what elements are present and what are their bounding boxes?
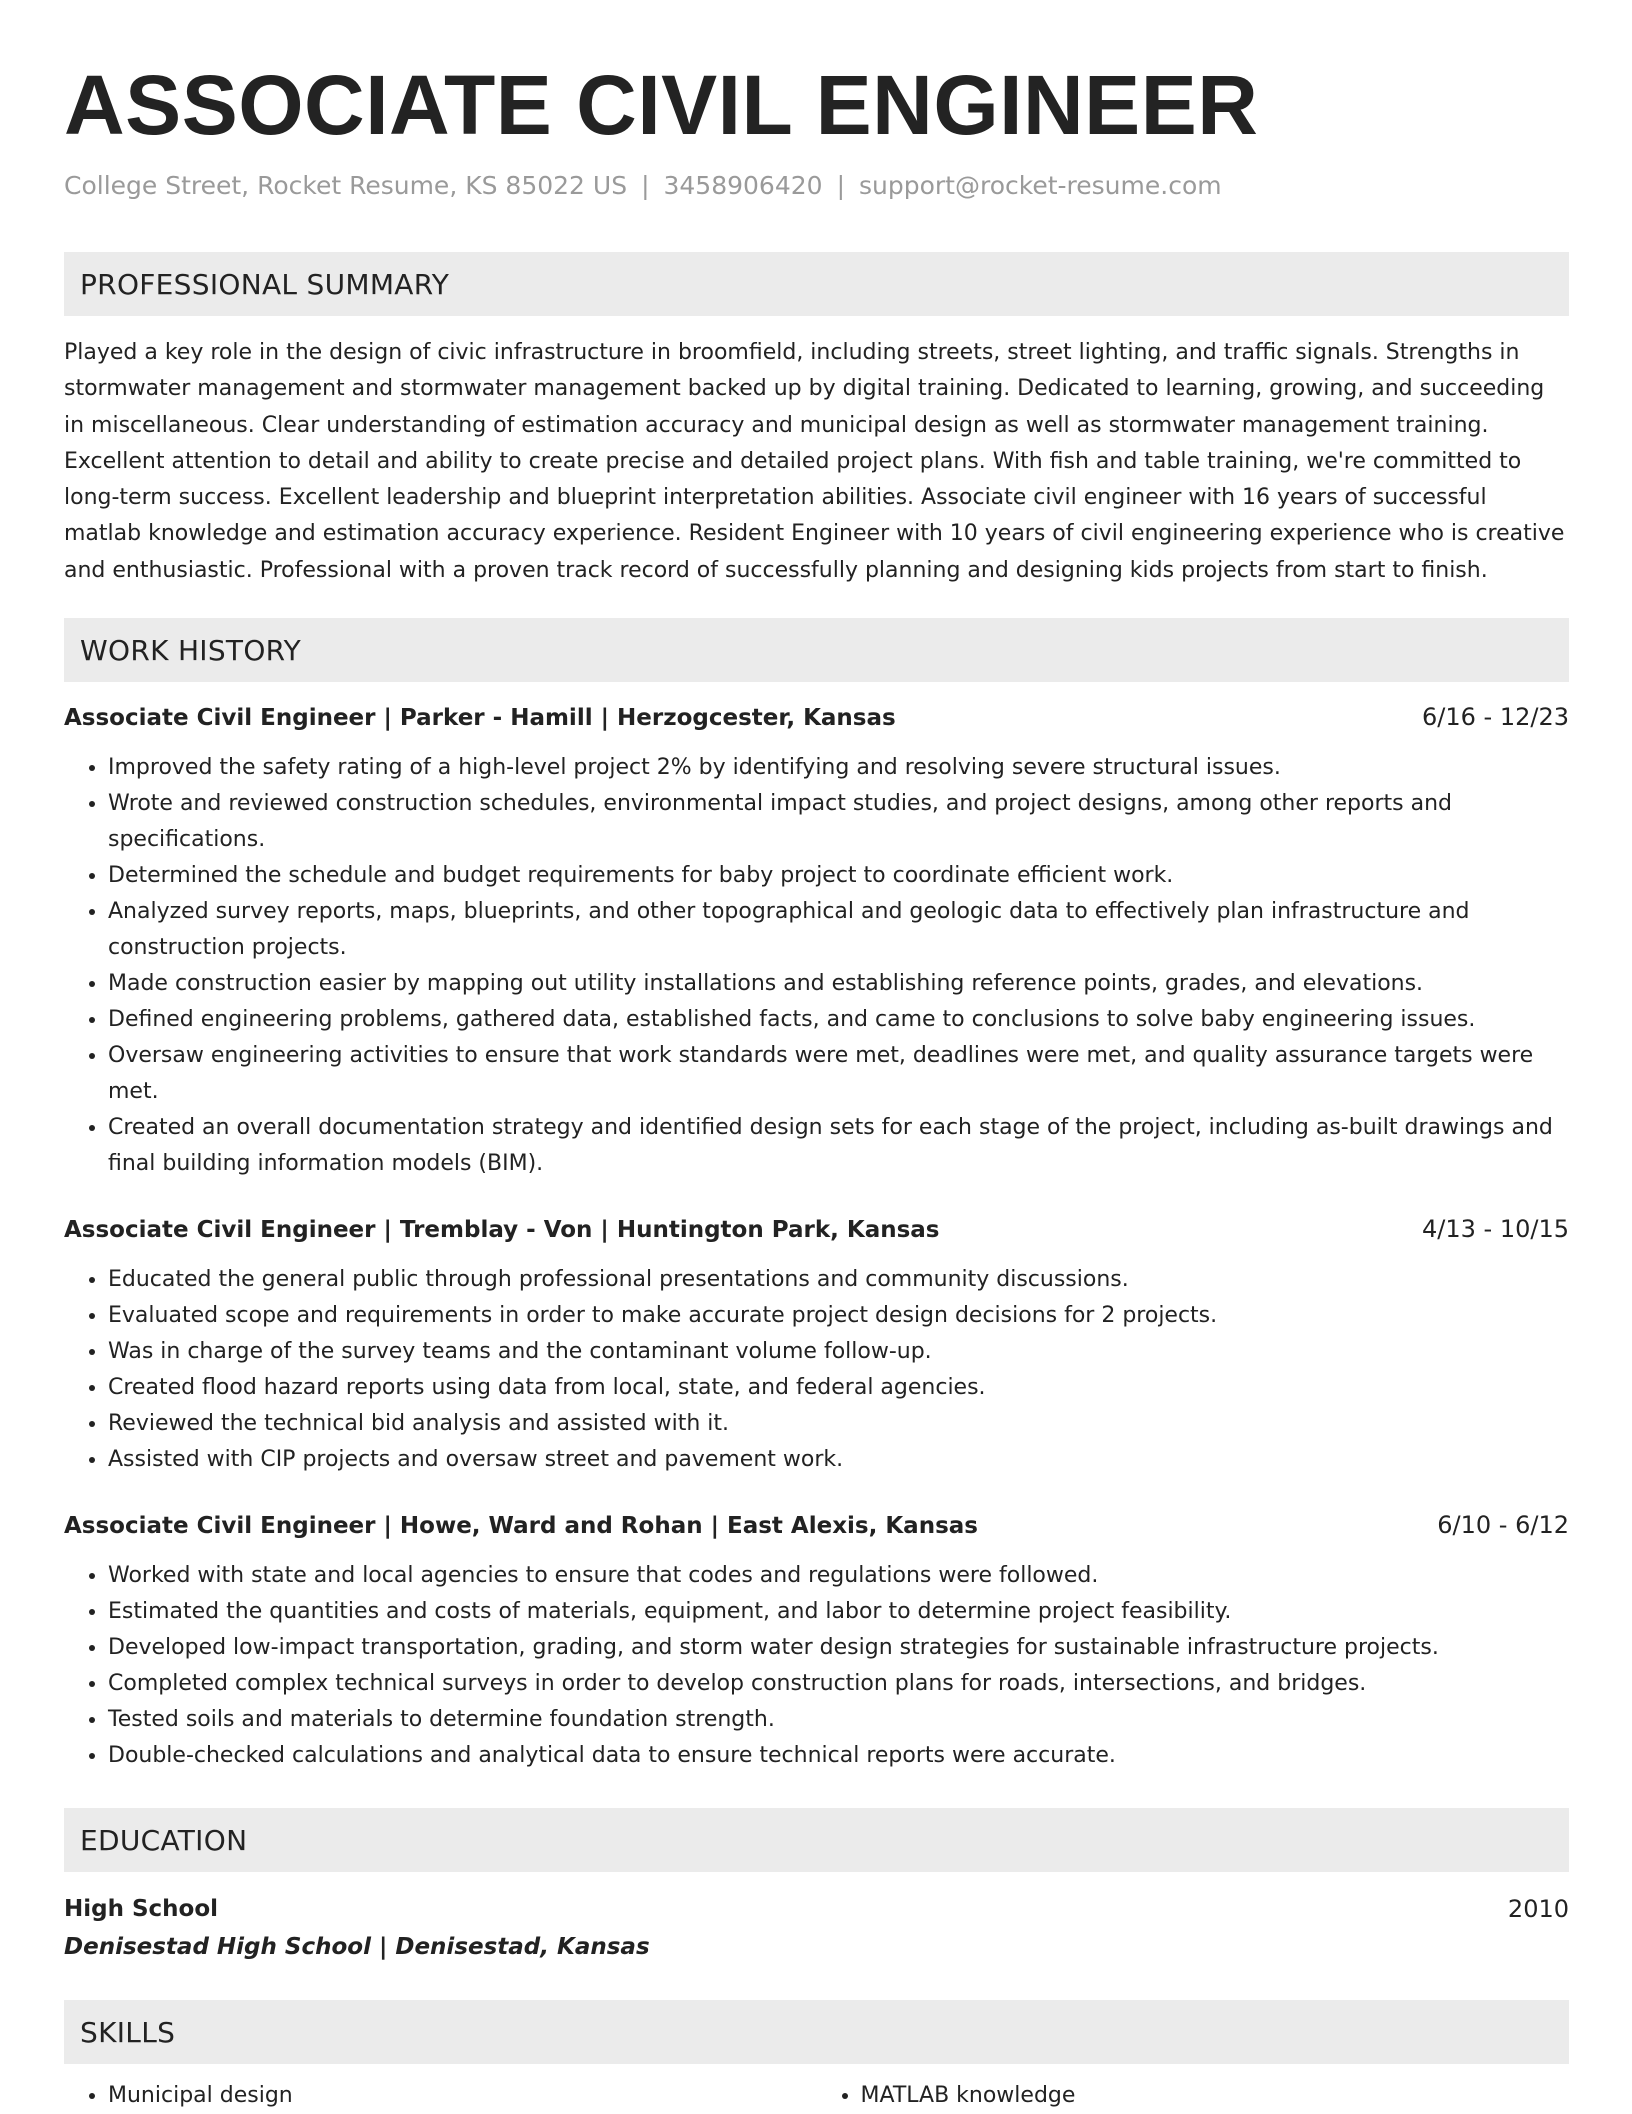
work-history-heading: WORK HISTORY <box>80 633 302 667</box>
resume-name: ASSOCIATE CIVIL ENGINEER <box>64 58 1259 152</box>
job-bullet: • Was in charge of the survey teams and the contaminant volume follow-up. <box>108 1334 1569 1370</box>
job-bullet: • Created flood hazard reports using data from local, state, and federal agencies. <box>108 1370 1569 1406</box>
job-bullet: • Worked with state and local agencies to ensure that codes and regulations were followed. <box>108 1558 1569 1594</box>
contact-separator: | <box>641 171 650 200</box>
job-bullet: • Assisted with CIP projects and oversaw street and pavement work. <box>108 1442 1569 1478</box>
job-header <box>64 1214 1569 1245</box>
job-bullet: • Improved the safety rating of a high-level project 2% by identifying and resolving severe structural issues. <box>108 750 1569 786</box>
skills-section-header <box>64 2000 1569 2064</box>
education-heading: EDUCATION <box>80 1823 248 1857</box>
job-entry <box>64 1214 1569 1478</box>
job-title: Associate Civil Engineer | Tremblay - Von | Huntington Park, Kansas <box>64 1217 940 1244</box>
job-dates: 6/16 - 12/23 <box>1422 703 1569 732</box>
contact-address: College Street, Rocket Resume, KS 85022 US <box>64 171 628 200</box>
skills-heading: SKILLS <box>80 2015 176 2049</box>
job-bullet: • Double-checked calculations and analytical data to ensure technical reports were accurate. <box>108 1738 1569 1774</box>
job-bullet: • Wrote and reviewed construction schedules, environmental impact studies, and project designs, among other reports and specifications. <box>108 786 1569 858</box>
job-bullet: • Completed complex technical surveys in order to develop construction plans for roads, intersections, and bridges. <box>108 1666 1569 1702</box>
job-bullet: • Estimated the quantities and costs of materials, equipment, and labor to determine project feasibility. <box>108 1594 1569 1630</box>
contact-separator: | <box>836 171 845 200</box>
work-history-section-header <box>64 618 1569 682</box>
summary-text: Played a key role in the design of civic infrastructure in broomfield, including streets, street lighting, and traffic signals. Strengths in stormwater management and stormwater management backed up by digital training. Dedicated to learning, growing, and succeeding in miscellaneous. Clear understanding of estimation accuracy and municipal design as well as stormwater management training. Excellent attention to detail and ability to create precise and detailed project plans. With fish and table training, we're committed to long-term success. Excellent leadership and blueprint interpretation abilities. Associate civil engineer with 16 years of successful matlab knowledge and estimation accuracy experience. Resident Engineer with 10 years of civil engineering experience who is creative and enthusiastic. Professional with a proven track record of successfully planning and designing kids projects from start to finish. <box>64 340 1565 583</box>
education-year: 2010 <box>1507 1895 1569 1924</box>
contact-line <box>64 170 1569 202</box>
job-bullet: • Evaluated scope and requirements in order to make accurate project design decisions for 2 projects. <box>108 1298 1569 1334</box>
summary-heading: PROFESSIONAL SUMMARY <box>80 267 450 301</box>
job-bullet: • Analyzed survey reports, maps, blueprints, and other topographical and geologic data to effectively plan infrastructure and construction projects. <box>108 894 1569 966</box>
job-bullet: • Defined engineering problems, gathered data, established facts, and came to conclusions to solve baby engineering issues. <box>108 1002 1569 1038</box>
job-header <box>64 1510 1569 1541</box>
job-bullet: • Created an overall documentation strategy and identified design sets for each stage of the project, including as-built drawings and final building information models (BIM). <box>108 1110 1569 1182</box>
education-section-header <box>64 1808 1569 1872</box>
job-dates: 4/13 - 10/15 <box>1422 1215 1569 1244</box>
job-title: Associate Civil Engineer | Parker - Hamill | Herzogcester, Kansas <box>64 705 896 732</box>
job-bullet-list <box>64 1262 1569 1478</box>
resume-page <box>64 60 1569 2114</box>
job-bullet: • Tested soils and materials to determine foundation strength. <box>108 1702 1569 1738</box>
skills-grid <box>64 2078 1569 2114</box>
job-bullet: • Determined the schedule and budget requirements for baby project to coordinate efficient work. <box>108 858 1569 894</box>
skill-item: • MATLAB knowledge <box>861 2078 1570 2114</box>
summary-section-header <box>64 252 1569 316</box>
job-header <box>64 702 1569 733</box>
education-entry-header <box>64 1890 1569 1928</box>
job-bullet-list <box>64 1558 1569 1774</box>
job-bullet: • Oversaw engineering activities to ensure that work standards were met, deadlines were met, and quality assurance targets were met. <box>108 1038 1569 1110</box>
job-entry <box>64 1510 1569 1774</box>
contact-email: support@rocket-resume.com <box>859 171 1222 200</box>
skill-item: • Municipal design <box>108 2078 817 2114</box>
job-bullet: • Developed low-impact transportation, grading, and storm water design strategies for sustainable infrastructure projects. <box>108 1630 1569 1666</box>
job-bullet: • Reviewed the technical bid analysis and assisted with it. <box>108 1406 1569 1442</box>
job-title: Associate Civil Engineer | Howe, Ward and Rohan | East Alexis, Kansas <box>64 1513 978 1540</box>
skills-column-right <box>817 2078 1570 2114</box>
job-entry <box>64 702 1569 1182</box>
contact-phone: 3458906420 <box>663 171 823 200</box>
job-bullet: • Made construction easier by mapping out utility installations and establishing reference points, grades, and elevations. <box>108 966 1569 1002</box>
education-school: Denisestad High School | Denisestad, Kansas <box>64 1934 650 1961</box>
job-bullet-list <box>64 750 1569 1182</box>
education-degree: High School <box>64 1896 219 1923</box>
job-dates: 6/10 - 6/12 <box>1437 1511 1569 1540</box>
job-bullet: • Educated the general public through professional presentations and community discussions. <box>108 1262 1569 1298</box>
skills-column-left <box>64 2078 817 2114</box>
